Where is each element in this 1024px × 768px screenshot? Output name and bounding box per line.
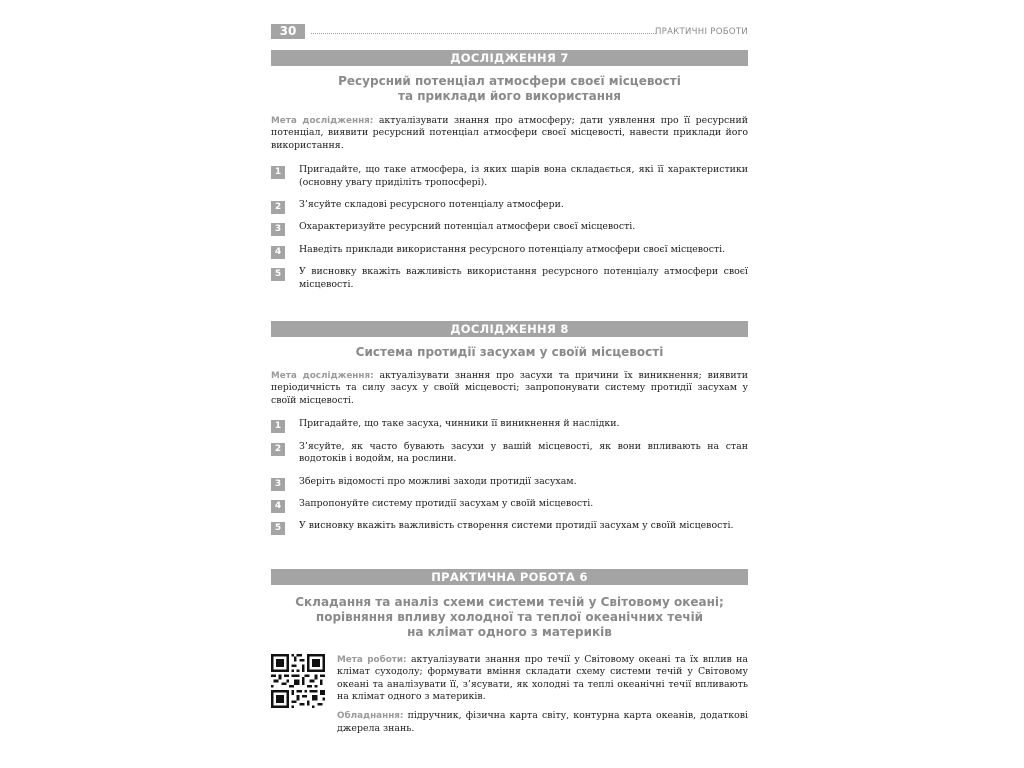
task-text: Пригадайте, що таке засуха, чинники її виникнення й наслідки. [299, 418, 620, 430]
practical-6-equipment [337, 710, 748, 735]
task-text: Запропонуйте систему протидії засухам у своїй місцевості. [299, 497, 594, 509]
task-item [271, 498, 748, 510]
task-item [271, 244, 748, 256]
task-item [271, 441, 748, 466]
task-number: 4 [271, 500, 285, 513]
practical-6-goal [337, 654, 748, 704]
practical-6-text [271, 654, 748, 735]
practical-6-body [271, 654, 748, 735]
research-7-heading: ДОСЛІДЖЕННЯ 7 [271, 50, 748, 66]
equipment-text: підручник, фізична карта світу, контурна карта океанів, додаткові джерела знань. [337, 710, 749, 734]
page-header [271, 24, 748, 40]
practical-6-heading: ПРАКТИЧНА РОБОТА 6 [271, 569, 748, 585]
task-number: 3 [271, 223, 285, 236]
task-item [271, 221, 748, 233]
running-title: ПРАКТИЧНІ РОБОТИ [654, 27, 748, 37]
page-number: 30 [271, 24, 305, 39]
task-text: У висновку вкажіть важливість створення системи протидії засухам у своїй місцевості. [299, 520, 734, 532]
goal-text: актуалізувати знання про атмосферу; дати уявлення про її ресурсний потенціал, виявити ресурсний потенціал атмосфери своєї місцевості, навести приклади його використання. [271, 115, 748, 151]
practical-work-6-section [271, 569, 748, 735]
research-8-section [271, 321, 748, 533]
task-number: 2 [271, 443, 285, 456]
research-7-goal [271, 115, 748, 152]
task-number: 2 [271, 201, 285, 214]
task-text: Охарактеризуйте ресурсний потенціал атмосфери своєї місцевості. [299, 221, 636, 233]
task-text: Пригадайте, що таке атмосфера, із яких шарів вона складається, які її характеристики (основну увагу приділіть тропосфері). [299, 164, 748, 188]
research-8-goal [271, 370, 748, 407]
equipment-label: Обладнання: [337, 711, 404, 722]
task-text: Зберіть відомості про можливі заходи протидії засухам. [299, 475, 577, 487]
task-item [271, 520, 748, 532]
task-text: У висновку вкажіть важливість використання ресурсного потенціалу атмосфери своєї місцевості. [299, 266, 748, 290]
research-8-heading: ДОСЛІДЖЕННЯ 8 [271, 321, 748, 337]
textbook-page [271, 24, 748, 735]
task-number: 3 [271, 478, 285, 491]
research-8-title: Система протидії засухам у своїй місцевості [355, 345, 664, 360]
task-item [271, 266, 748, 291]
practical-6-title: Складання та аналіз схеми системи течій у Світовому океані; порівняння впливу холодної та теплої океанічних течій на клімат одного з материків [295, 594, 724, 639]
goal-label: Мета дослідження: [271, 371, 374, 382]
research-8-task-list [271, 418, 748, 532]
task-item [271, 418, 748, 430]
goal-label: Мета роботи: [337, 654, 407, 665]
task-item [271, 164, 748, 189]
research-7-title: Ресурсний потенціал атмосфери своєї місцевості та приклади його використання [338, 74, 681, 103]
task-number: 4 [271, 246, 285, 259]
task-text: З’ясуйте, як часто бувають засухи у вашій місцевості, як вони впливають на стан водотоків і водойм, на рослини. [299, 440, 748, 465]
task-text: З’ясуйте складові ресурсного потенціалу атмосфери. [299, 199, 564, 211]
research-7-task-list [271, 164, 748, 291]
goal-text: актуалізувати знання про течії у Світовому океані та їх вплив на клімат суходолу; формувати вміння складати схему системи течій у Світовому океані та аналізувати її, з’ясувати, як холодні та теплі океанічні течії впливають на клімат одного з материків. [337, 653, 749, 702]
task-text: Наведіть приклади використання ресурсного потенціалу атмосфери своєї місцевості. [299, 243, 726, 255]
header-dotted-leader [311, 33, 656, 34]
qr-code-icon [271, 654, 325, 708]
task-item [271, 476, 748, 488]
goal-label: Мета дослідження: [271, 116, 374, 126]
task-number: 5 [271, 268, 285, 281]
task-number: 1 [271, 420, 285, 433]
task-item [271, 199, 748, 211]
goal-text: актуалізувати знання про засухи та причини їх виникнення; виявити періодичність та силу засух у своїй місцевості; запропонувати систему протидії засухам у своїй місцевості. [271, 370, 748, 406]
task-number: 5 [271, 522, 285, 535]
task-number: 1 [271, 166, 285, 179]
research-7-section [271, 50, 748, 291]
